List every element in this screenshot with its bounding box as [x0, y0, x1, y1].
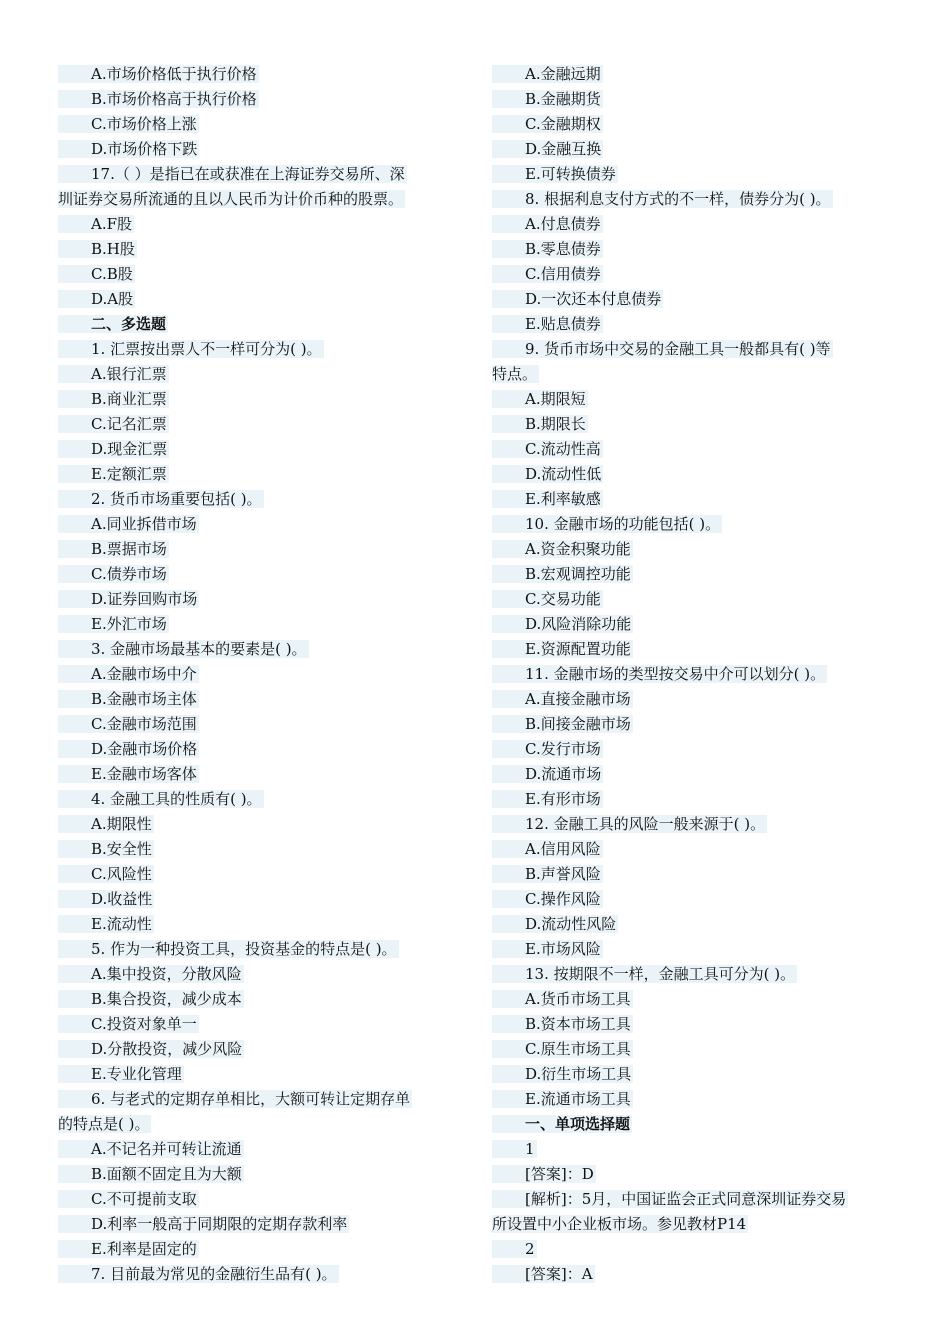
line-text: B.H股	[58, 240, 137, 258]
text-line	[492, 412, 892, 437]
line-text: A.金融远期	[492, 65, 603, 83]
line-text: C.操作风险	[492, 890, 603, 908]
line-text: B.商业汇票	[58, 390, 169, 408]
text-line	[58, 237, 458, 262]
text-line	[58, 587, 458, 612]
text-line	[58, 187, 458, 212]
line-text: E.金融市场客体	[58, 765, 199, 783]
text-line	[492, 1212, 892, 1237]
line-text: D.衍生市场工具	[492, 1065, 633, 1083]
text-line	[58, 87, 458, 112]
line-text: D.市场价格下跌	[58, 140, 199, 158]
text-line	[58, 1012, 458, 1037]
text-line	[492, 937, 892, 962]
line-text: A.F股	[58, 215, 134, 233]
text-line	[58, 787, 458, 812]
text-line	[492, 162, 892, 187]
line-text: B.安全性	[58, 840, 154, 858]
line-text: 7. 目前最为常见的金融衍生品有( )。	[58, 1265, 339, 1283]
line-text: E.利率是固定的	[58, 1240, 199, 1258]
line-text: A.期限性	[58, 815, 154, 833]
line-text: E.贴息债券	[492, 315, 603, 333]
line-text: E.定额汇票	[58, 465, 169, 483]
line-text: A.资金积聚功能	[492, 540, 633, 558]
text-line	[58, 212, 458, 237]
line-text: C.信用债券	[492, 265, 603, 283]
line-text: B.金融市场主体	[58, 690, 199, 708]
line-text: D.金融互换	[492, 140, 603, 158]
line-text: C.交易功能	[492, 590, 603, 608]
text-line	[58, 487, 458, 512]
line-text: D.风险消除功能	[492, 615, 633, 633]
line-text: A.同业拆借市场	[58, 515, 199, 533]
line-text: A.金融市场中介	[58, 665, 199, 683]
text-line	[492, 812, 892, 837]
text-line	[58, 712, 458, 737]
line-text: C.债券市场	[58, 565, 169, 583]
text-line	[492, 112, 892, 137]
line-text: B.金融期货	[492, 90, 603, 108]
line-text: B.零息债券	[492, 240, 603, 258]
text-line	[58, 1187, 458, 1212]
text-line	[492, 712, 892, 737]
line-text: A.期限短	[492, 390, 588, 408]
line-text: 的特点是( )。	[58, 1115, 150, 1133]
line-text: E.可转换债券	[492, 165, 618, 183]
text-line	[58, 62, 458, 87]
text-line	[58, 112, 458, 137]
text-line	[492, 1037, 892, 1062]
text-line	[492, 537, 892, 562]
line-text: D.一次还本付息债券	[492, 290, 663, 308]
text-line	[58, 762, 458, 787]
line-text: E.有形市场	[492, 790, 603, 808]
text-line	[492, 137, 892, 162]
line-text: E.利率敏感	[492, 490, 603, 508]
line-text: 2	[492, 1240, 537, 1258]
line-text: 11. 金融市场的类型按交易中介可以划分( )。	[492, 665, 827, 683]
line-text: A.不记名并可转让流通	[58, 1140, 244, 1158]
text-line	[492, 87, 892, 112]
text-line	[58, 512, 458, 537]
text-line	[58, 1137, 458, 1162]
line-text: E.流动性	[58, 915, 154, 933]
text-line	[58, 937, 458, 962]
line-text: 所设置中小企业板市场。参见教材P14	[492, 1215, 747, 1233]
text-line	[492, 337, 892, 362]
left-column	[58, 62, 458, 1287]
line-text: 二、多选题	[58, 315, 168, 333]
text-line	[492, 462, 892, 487]
text-line	[58, 987, 458, 1012]
text-line	[58, 462, 458, 487]
line-text: E.市场风险	[492, 940, 603, 958]
line-text: B.市场价格高于执行价格	[58, 90, 259, 108]
line-text: D.现金汇票	[58, 440, 169, 458]
line-text: 9. 货币市场中交易的金融工具一般都具有( )等	[492, 340, 833, 358]
text-line	[58, 912, 458, 937]
line-text: 5. 作为一种投资工具，投资基金的特点是( )。	[58, 940, 399, 958]
text-line	[58, 262, 458, 287]
line-text: C.金融期权	[492, 115, 603, 133]
text-line	[492, 837, 892, 862]
text-line	[58, 387, 458, 412]
line-text: A.付息债券	[492, 215, 603, 233]
line-text: A.信用风险	[492, 840, 603, 858]
line-text: C.市场价格上涨	[58, 115, 199, 133]
line-text: D.金融市场价格	[58, 740, 199, 758]
text-line	[58, 737, 458, 762]
line-text: D.证券回购市场	[58, 590, 199, 608]
line-text: 4. 金融工具的性质有( )。	[58, 790, 264, 808]
line-text: 17.（ ）是指已在或获准在上海证券交易所、深	[58, 165, 407, 183]
right-column	[492, 62, 892, 1287]
text-line	[58, 437, 458, 462]
line-text: B.面额不固定且为大额	[58, 1165, 244, 1183]
text-line	[492, 437, 892, 462]
text-line	[58, 1037, 458, 1062]
line-text: B.集合投资，减少成本	[58, 990, 244, 1008]
text-line	[492, 1062, 892, 1087]
line-text: C.金融市场范围	[58, 715, 199, 733]
line-text: C.发行市场	[492, 740, 603, 758]
line-text: D.A股	[58, 290, 135, 308]
line-text: C.流动性高	[492, 440, 603, 458]
line-text: A.集中投资，分散风险	[58, 965, 244, 983]
text-line	[58, 1062, 458, 1087]
line-text: C.记名汇票	[58, 415, 169, 433]
line-text: 一、单项选择题	[492, 1115, 632, 1133]
line-text: 8. 根据利息支付方式的不一样，债券分为( )。	[492, 190, 833, 208]
line-text: C.原生市场工具	[492, 1040, 633, 1058]
text-line	[58, 812, 458, 837]
text-line	[58, 412, 458, 437]
text-line	[492, 862, 892, 887]
text-line	[492, 737, 892, 762]
line-text: A.银行汇票	[58, 365, 169, 383]
line-text: D.流动性低	[492, 465, 603, 483]
line-text: D.流通市场	[492, 765, 603, 783]
line-text: [答案]：A	[492, 1265, 595, 1283]
text-line	[58, 887, 458, 912]
text-line	[492, 637, 892, 662]
text-line	[492, 362, 892, 387]
text-line	[58, 287, 458, 312]
text-line	[58, 1237, 458, 1262]
line-text: 圳证券交易所流通的且以人民币为计价币种的股票。	[58, 190, 404, 208]
text-line	[492, 62, 892, 87]
line-text: 1. 汇票按出票人不一样可分为( )。	[58, 340, 324, 358]
text-line	[58, 537, 458, 562]
line-text: C.投资对象单一	[58, 1015, 199, 1033]
section-heading	[58, 312, 458, 337]
text-line	[492, 887, 892, 912]
text-line	[492, 1162, 892, 1187]
line-text: D.分散投资，减少风险	[58, 1040, 244, 1058]
line-text: 6. 与老式的定期存单相比，大额可转让定期存单	[58, 1090, 412, 1108]
text-line	[58, 662, 458, 687]
text-line	[492, 1087, 892, 1112]
text-line	[492, 687, 892, 712]
text-line	[492, 987, 892, 1012]
text-line	[492, 912, 892, 937]
line-text: A.市场价格低于执行价格	[58, 65, 259, 83]
text-line	[58, 837, 458, 862]
line-text: 13. 按期限不一样，金融工具可分为( )。	[492, 965, 797, 983]
line-text: C.风险性	[58, 865, 154, 883]
line-text: 特点。	[492, 365, 538, 383]
text-line	[492, 187, 892, 212]
line-text: A.货币市场工具	[492, 990, 633, 1008]
text-line	[492, 762, 892, 787]
line-text: B.间接金融市场	[492, 715, 633, 733]
text-line	[492, 1012, 892, 1037]
line-text: B.声誉风险	[492, 865, 603, 883]
text-line	[492, 1262, 892, 1287]
text-line	[58, 612, 458, 637]
line-text: D.收益性	[58, 890, 154, 908]
text-line	[492, 387, 892, 412]
line-text: D.流动性风险	[492, 915, 618, 933]
line-text: E.资源配置功能	[492, 640, 633, 658]
line-text: [解析]：5月，中国证监会正式同意深圳证券交易	[492, 1190, 848, 1208]
line-text: B.宏观调控功能	[492, 565, 633, 583]
section-heading	[492, 1112, 892, 1137]
line-text: 10. 金融市场的功能包括( )。	[492, 515, 722, 533]
text-line	[492, 212, 892, 237]
text-line	[492, 1187, 892, 1212]
text-line	[492, 512, 892, 537]
line-text: E.专业化管理	[58, 1065, 184, 1083]
text-line	[58, 1112, 458, 1137]
text-line	[492, 262, 892, 287]
text-line	[58, 562, 458, 587]
text-line	[492, 312, 892, 337]
line-text: 2. 货币市场重要包括( )。	[58, 490, 264, 508]
text-line	[492, 237, 892, 262]
text-line	[492, 612, 892, 637]
text-line	[58, 862, 458, 887]
text-line	[492, 962, 892, 987]
text-line	[492, 787, 892, 812]
text-line	[58, 337, 458, 362]
line-text: B.期限长	[492, 415, 588, 433]
text-line	[58, 137, 458, 162]
text-line	[492, 287, 892, 312]
text-line	[58, 362, 458, 387]
text-line	[58, 1162, 458, 1187]
text-line	[492, 662, 892, 687]
text-line	[58, 637, 458, 662]
text-line	[492, 562, 892, 587]
text-line	[492, 1237, 892, 1262]
text-line	[58, 1262, 458, 1287]
line-text: E.外汇市场	[58, 615, 169, 633]
text-line	[58, 962, 458, 987]
line-text: C.B股	[58, 265, 135, 283]
text-line	[58, 1212, 458, 1237]
line-text: 1	[492, 1140, 537, 1158]
text-line	[492, 487, 892, 512]
line-text: E.流通市场工具	[492, 1090, 633, 1108]
line-text: [答案]：D	[492, 1165, 596, 1183]
line-text: D.利率一般高于同期限的定期存款利率	[58, 1215, 349, 1233]
line-text: C.不可提前支取	[58, 1190, 199, 1208]
line-text: B.票据市场	[58, 540, 169, 558]
line-text: 12. 金融工具的风险一般来源于( )。	[492, 815, 767, 833]
text-line	[58, 162, 458, 187]
text-line	[58, 1087, 458, 1112]
line-text: 3. 金融市场最基本的要素是( )。	[58, 640, 309, 658]
line-text: A.直接金融市场	[492, 690, 633, 708]
text-line	[58, 687, 458, 712]
text-line	[492, 587, 892, 612]
text-line	[492, 1137, 892, 1162]
line-text: B.资本市场工具	[492, 1015, 633, 1033]
